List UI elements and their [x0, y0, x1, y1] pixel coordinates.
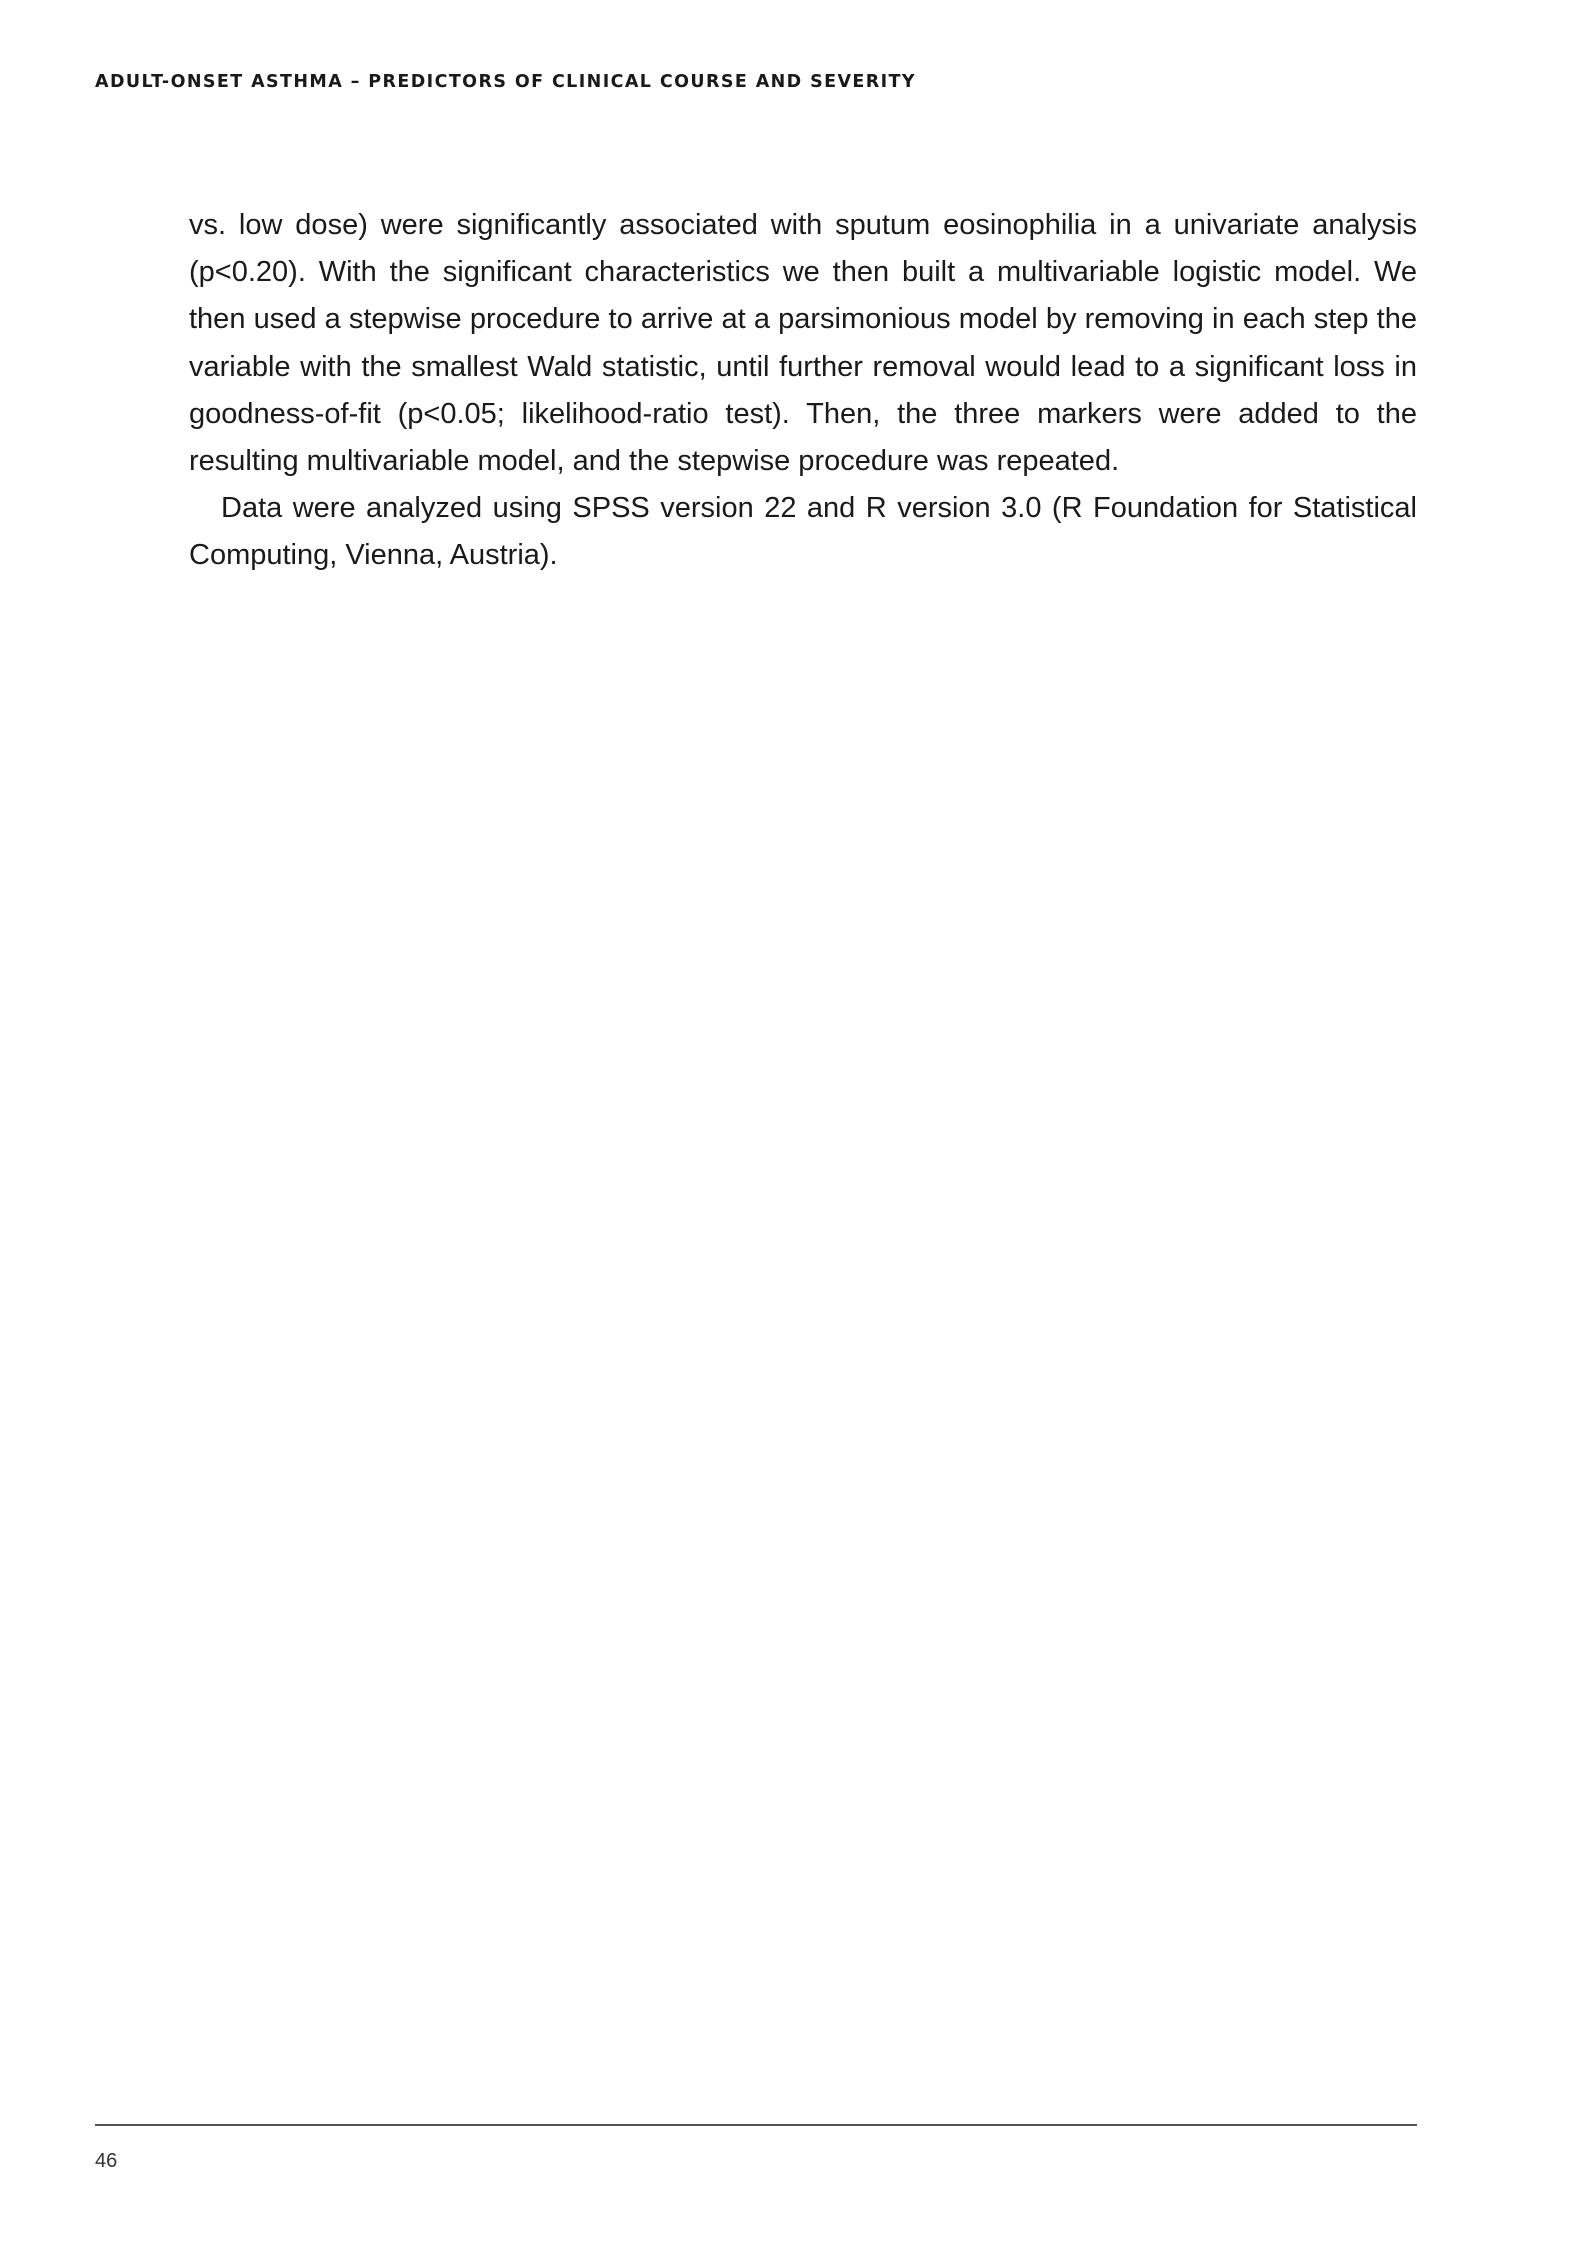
- footer-divider: [95, 2124, 1417, 2126]
- paragraph-software: Data were analyzed using SPSS version 22 and R version 3.0 (R Foundation for Statistical Computing, Vienna, Austria).: [189, 492, 1417, 572]
- running-header: ADULT-ONSET ASTHMA – PREDICTORS OF CLINICAL COURSE AND SEVERITY: [95, 72, 916, 92]
- paragraph-methods-stepwise: vs. low dose) were significantly associated with sputum eosinophilia in a univariate analysis (p<0.20). With the significant characteristics we then built a multivariable logistic model. We then used a stepwise procedure to arrive at a parsimonious model by removing in each step the variable with the smallest Wald statistic, until further removal would lead to a significant loss in goodness-of-fit (p<0.05; likelihood-ratio test). Then, the three markers were added to the resulting multivariable model, and the stepwise procedure was repeated.: [189, 209, 1417, 478]
- page-number: 46: [95, 2150, 118, 2172]
- body-text: [189, 202, 1417, 580]
